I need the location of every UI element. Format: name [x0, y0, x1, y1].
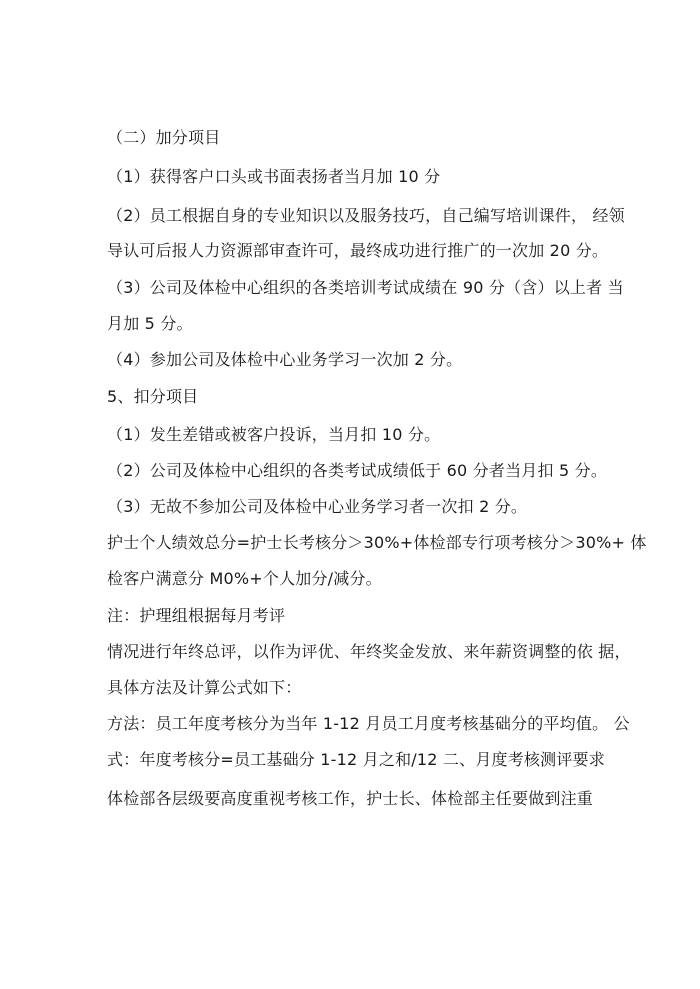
section-heading-bonus-items: （二）加分项目	[107, 128, 221, 147]
bonus-item-2-line-2: 导认可后报人力资源部审查许可，最终成功进行推广的一次加 20 分。	[107, 241, 609, 260]
bonus-item-4: （4）参加公司及体检中心业务学习一次加 2 分。	[107, 350, 463, 369]
section-heading-deduction-items: 5、扣分项目	[107, 387, 199, 406]
method-line-1: 方法：员工年度考核分为当年 1-12 月员工月度考核基础分的平均值。 公	[107, 714, 630, 733]
bonus-item-3-line-1: （3）公司及体检中心组织的各类培训考试成绩在 90 分（含）以上者 当	[107, 278, 624, 297]
bonus-item-3-line-2: 月加 5 分。	[107, 314, 193, 333]
deduction-item-3: （3）无故不参加公司及体检中心业务学习者一次扣 2 分。	[107, 497, 528, 516]
bonus-item-1: （1）获得客户口头或书面表扬者当月加 10 分	[107, 167, 441, 186]
note-paragraph-line-3: 具体方法及计算公式如下：	[107, 678, 302, 697]
method-line-2: 式：年度考核分=员工基础分 1-12 月之和/12 二、月度考核测评要求	[107, 750, 605, 769]
deduction-item-2: （2）公司及体检中心组织的各类考试成绩低于 60 分者当月扣 5 分。	[107, 461, 608, 480]
requirements-line-1: 体检部各层级要高度重视考核工作，护士长、体检部主任要做到注重	[107, 789, 594, 808]
note-paragraph-line-2: 情况进行年终总评，以作为评优、年终奖金发放、来年薪资调整的依 据，	[107, 642, 631, 661]
note-paragraph-line-1: 注：护理组根据每月考评	[107, 606, 286, 625]
score-formula-line-2: 检客户满意分 M0%+个人加分/减分。	[107, 569, 382, 588]
deduction-item-1: （1）发生差错或被客户投诉，当月扣 10 分。	[107, 425, 441, 444]
score-formula-line-1: 护士个人绩效总分=护士长考核分＞30%+体检部专行项考核分＞30%+ 体	[107, 533, 647, 552]
bonus-item-2-line-1: （2）员工根据自身的专业知识以及服务技巧，自己编写培训课件， 经领	[107, 206, 625, 225]
